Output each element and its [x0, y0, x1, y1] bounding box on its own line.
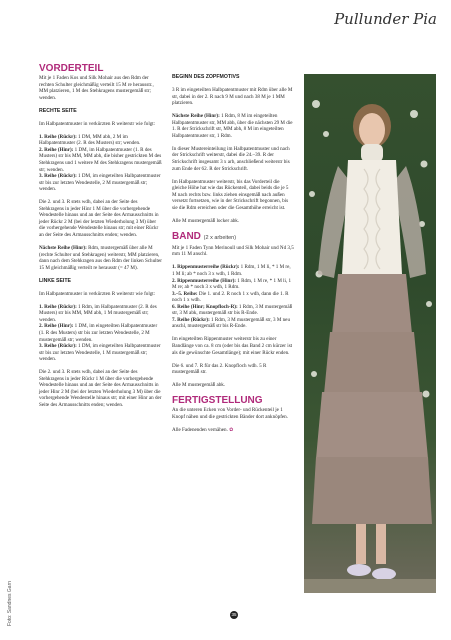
paragraph: Nächste Reihe (Hinr): Rdm, mustergemäß über alle M (rechte Schulter und Stehkragen) weiterstr, MM platzieren, dann nach dem Stehkragen aus den Rdm der linken Schulter 15 M gleichmäßig verteilt re herausstr (= 47 M). — [39, 244, 162, 271]
paragraph: An die unteren Ecken von Vorder- und Rückenteil je 1 Knopf nähen und die gestrickten Bänder dort anknöpfen. — [172, 407, 288, 420]
paragraph: Die 2. und 3. R stets wdh, dabei an der Seite des Stehkragens in jeder Rückr 1 M über die vorhergehende Wendestelle hinaus und an der Seite des Armausschnitts in jeder Hinr 2 M (bei der letzten Wiederholung 3 M) über die vorhergehende Wendestelle hinaus str; mit einer Hinr an der Seite des Armausschnitts enden; wenden. — [39, 369, 162, 408]
paragraph: Alle M mustergemäß abk. — [172, 382, 226, 389]
paragraph: Nächste Reihe (Hinr): 1 Rdm, 8 M im eingeteilten Halbpatentmuster str, MM abh, über die nächsten 29 M die 1. R der Strickschrift str, MM abh, 8 M im eingeteilten Halbpatentmuster str, 1 Rdm. — [172, 113, 293, 139]
model-photo — [304, 74, 436, 593]
page-title: Pullunder Pia — [334, 10, 437, 28]
section-heading-vorderteil: VORDERTEIL — [39, 63, 104, 74]
paragraph: 7. Reihe (Rückr): 1 Rdm, 3 M mustergemäß str, 3 M neu anschl, mustergemäß str bis R-Ende. — [172, 316, 290, 330]
subheading-rechte-seite: RECHTE SEITE — [39, 107, 77, 114]
paragraph: Mit je 1 Faden Tynn Merinoull und Silk Mohair und Nd 3,5 mm 11 M anschl. — [172, 244, 294, 258]
paragraph: 3 R im eingeteilten Halbpatentmuster mit Rdm über alle M str, dabei in der 2. R nach 9 M und nach 38 M je 1 MM platzieren. — [172, 87, 293, 107]
end-mark-icon: ✿ — [229, 427, 234, 433]
column-left — [39, 63, 163, 415]
paragraph: 6. Reihe (Hinr; Knopfloch-R): 1 Rdm, 3 M mustergemäß str, 3 M abk, mustergemäß str bis R-Ende. — [172, 303, 293, 317]
section-heading-fertigstellung: FERTIGSTELLUNG — [172, 395, 263, 407]
page-number: 35 — [231, 612, 237, 617]
paragraph: Im Halbpatentmuster weiterstr, bis das Vorderteil die gleiche Höhe hat wie das Rückenteil, dabei beids die je 5 M nach rechts bzw. links ziehen einsgemäß nach außen versetzt fortsetzen, wie in der Strickschrift begonnen, bis sie die Rdm erreichen oder die Gesamthöhe erreicht ist. — [172, 178, 289, 211]
paragraph: Alle Fadenenden vernähen. ✿ — [172, 426, 234, 433]
paragraph: Im Halbpatentmuster in verkürzten R weiterstr wie folgt: — [39, 120, 156, 127]
paragraph: In dieser Mustereinteilung im Halbpatentmuster und nach der Strickschrift weiterstr, dabei die 24.–39. R der Strickschrift insgesamt 3 x arb, anschließend weiterstr bis zum Ende der 62. R der Strickschrift. — [172, 145, 290, 172]
paragraph: 1. Reihe (Rückr): 1 DM, MM abh, 2 M im Halbpatentmuster (2. R des Musters) str; wenden. — [39, 133, 141, 147]
paragraph: Alle M mustergemäß locker abk. — [172, 217, 240, 224]
paragraph: 1. Rippenmusterreihe (Rückr): 1 Rdm, 1 M li, * 1 M re, 1 M li; ab * noch 3 x wdh, 1 Rdm. — [172, 264, 291, 277]
paragraph: Die 6. und 7. R für das 2. Knopfloch wdh. 5 R mustergemäß str. — [172, 362, 267, 376]
paragraph: 3.–5. Reihe: Die 1. und 2. R noch 1 x wdh, dann die 1. R noch 1 x wdh. — [172, 290, 289, 304]
paragraph: 3. Reihe (Rückr): 1 DM, im eingeteilten Halbpatentmuster str bis zur letzten Wendestelle, 2 M mustergemäß str; wenden. — [39, 173, 161, 193]
paragraph: 1. Reihe (Rückr): 1 Rdm, im Halbpatentmuster (2. R des Musters) str bis MM, MM abh, 1 M mustergemäß str; wenden. — [39, 303, 157, 323]
paragraph: Mit je 1 Faden Kos und Silk Mohair aus den Rdm der rechten Schulter gleichmäßig verteilt 15 M re herausstr., MM platzieren, 1 M des Stehkragens mustergemäß str; wenden. — [39, 75, 154, 101]
column-middle — [172, 74, 294, 441]
section-heading-band: BAND (2 x arbeiten) — [172, 230, 237, 242]
paragraph: 3. Reihe (Rückr): 1 DM, im eingeteilten Halbpatentmuster str bis zur letzten Wendestelle, 1 M mustergemäß str; wenden. — [39, 343, 161, 363]
paragraph: Im Halbpatentmuster in verkürzten R weiterstr wie folgt: — [39, 290, 156, 297]
photo-credit: Foto: Sandnes Garn — [7, 580, 13, 626]
paragraph: 2. Reihe (Hinr): 1 DM, im Halbpatentmuster (1. R des Musters) str bis MM, MM abh, die bisher gestrickten M des Stehkragens und 1 weitere M des Stehkragens mustergemäß str; wenden. — [39, 146, 162, 173]
subheading-zopfmotiv: BEGINN DES ZOPFMOTIVS — [172, 74, 240, 80]
paragraph: 2. Reihe (Hinr): 1 DM, im eingeteilten Halbpatentmuster (1. R des Musters) str bis zur letzten Wendestelle, 2 M mustergemäß str; wenden. — [39, 323, 158, 343]
model-illustration — [304, 74, 436, 593]
subheading-linke-seite: LINKE SEITE — [39, 277, 71, 284]
paragraph: Im eingeteilten Rippenmuster weiterstr bis zu einer Bandlänge von ca. 8 cm (oder bis das Band 2 cm kürzer ist als die gewünschte Gesamtlänge); mit einer Rückr enden. — [172, 336, 293, 356]
paragraph: 2. Rippenmusterreihe (Hinr): 1 Rdm, 1 M re, * 1 M li, 1 M re; ab * noch 3 x wdh, 1 Rdm. — [172, 277, 292, 291]
paragraph: Die 2. und 3. R stets wdh, dabei an der Seite des Stehkragens in jeder Hinr 1 M über die vorhergehende Wendestelle hinaus und an der Seite des Armausschnitts in jeder Rückr 2 M (bei der letzten Wiederholung 3 M) über die vorhergehende Wendestelle hinaus str; mit einer Rückr an der Seite des Armausschnitts enden; wenden. — [39, 199, 159, 238]
